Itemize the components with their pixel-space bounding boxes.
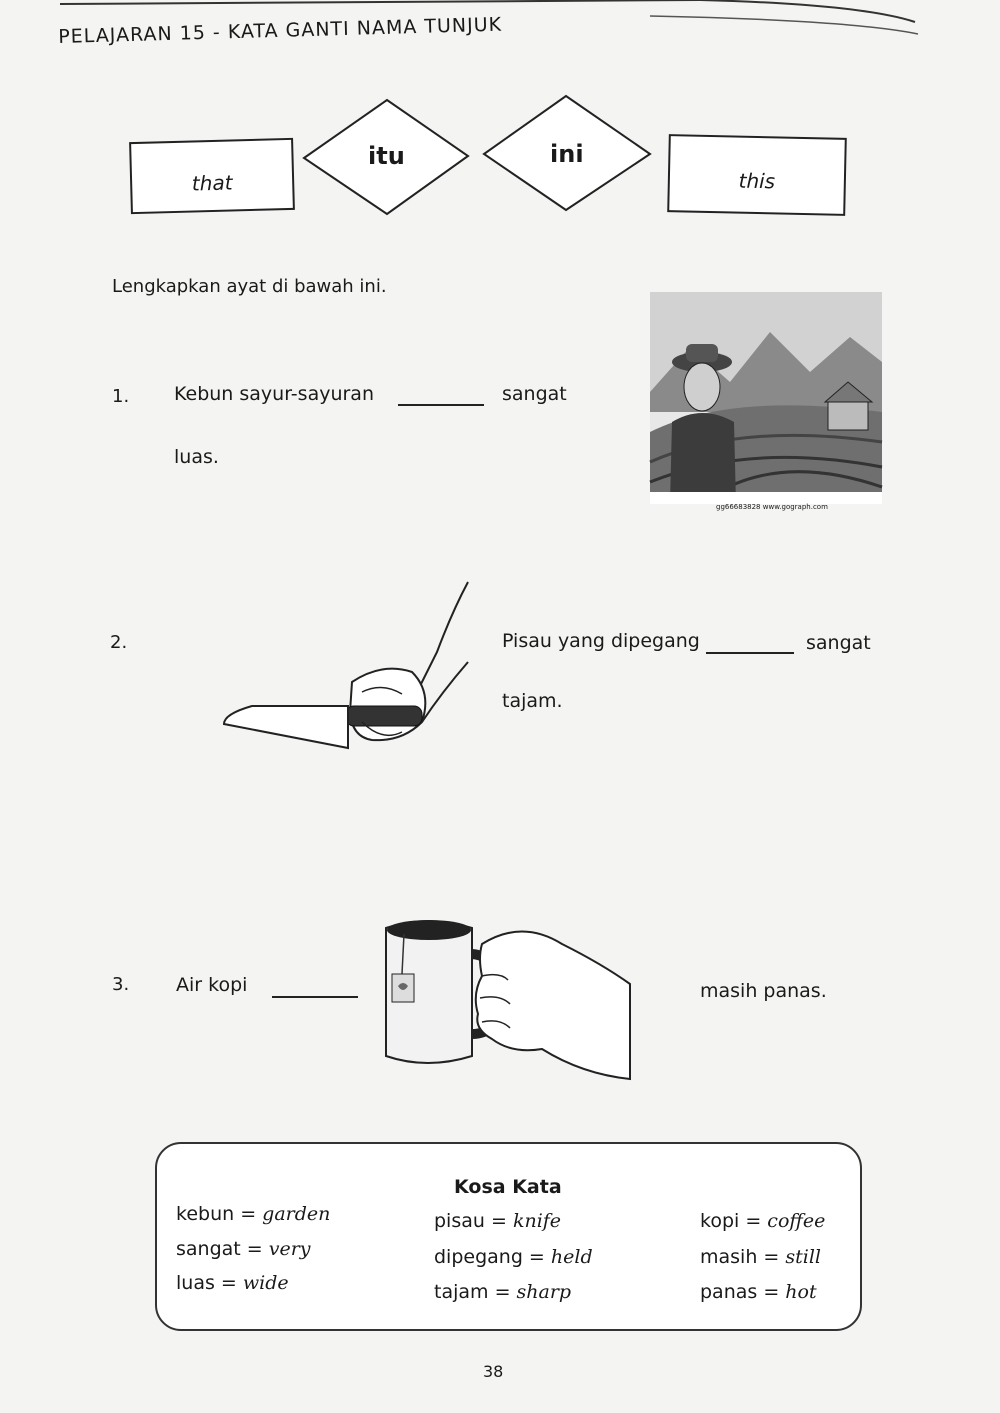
question-2-blank[interactable]	[706, 650, 794, 654]
vegetable-garden-image	[650, 292, 882, 504]
question-2-after: sangat	[806, 632, 871, 654]
vocab-tajam: tajam = sharp	[434, 1281, 572, 1303]
word-this: this	[738, 168, 776, 194]
word-that: that	[191, 170, 233, 196]
question-1-after: sangat	[502, 383, 567, 405]
vocab-luas: luas = wide	[176, 1272, 289, 1294]
question-1-text: Kebun sayur-sayuran	[174, 383, 374, 405]
vocabulary-title: Kosa Kata	[454, 1176, 562, 1198]
question-1-blank[interactable]	[398, 402, 484, 406]
vocab-sangat: sangat = very	[176, 1238, 311, 1260]
question-3-text: Air kopi	[176, 974, 248, 996]
question-2-number: 2.	[110, 632, 128, 653]
question-3-after: masih panas.	[700, 980, 827, 1002]
question-2-text: Pisau yang dipegang	[502, 630, 700, 652]
instruction-text: Lengkapkan ayat di bawah ini.	[112, 276, 387, 297]
coffee-mug-image	[382, 914, 632, 1079]
vocab-masih: masih = still	[700, 1246, 822, 1268]
question-1-line2: luas.	[174, 446, 219, 468]
vocab-panas: panas = hot	[700, 1281, 817, 1303]
question-3-blank[interactable]	[272, 994, 358, 998]
word-itu: itu	[368, 142, 405, 170]
vocab-kopi: kopi = coffee	[700, 1210, 826, 1232]
page-number: 38	[483, 1362, 504, 1381]
knife-in-hand-image	[222, 582, 482, 772]
vocab-pisau: pisau = knife	[434, 1210, 562, 1232]
question-2-line2: tajam.	[502, 690, 563, 712]
question-1-number: 1.	[112, 386, 130, 407]
image-caption: gg66683828 www.gograph.com	[716, 503, 828, 511]
word-box-this	[667, 134, 847, 216]
page-title: PELAJARAN 15 - KATA GANTI NAMA TUNJUK	[58, 13, 503, 48]
word-ini: ini	[550, 140, 584, 168]
vocab-kebun: kebun = garden	[176, 1203, 331, 1225]
question-3-number: 3.	[112, 974, 130, 995]
vocab-dipegang: dipegang = held	[434, 1246, 593, 1268]
word-box-that	[129, 138, 295, 214]
